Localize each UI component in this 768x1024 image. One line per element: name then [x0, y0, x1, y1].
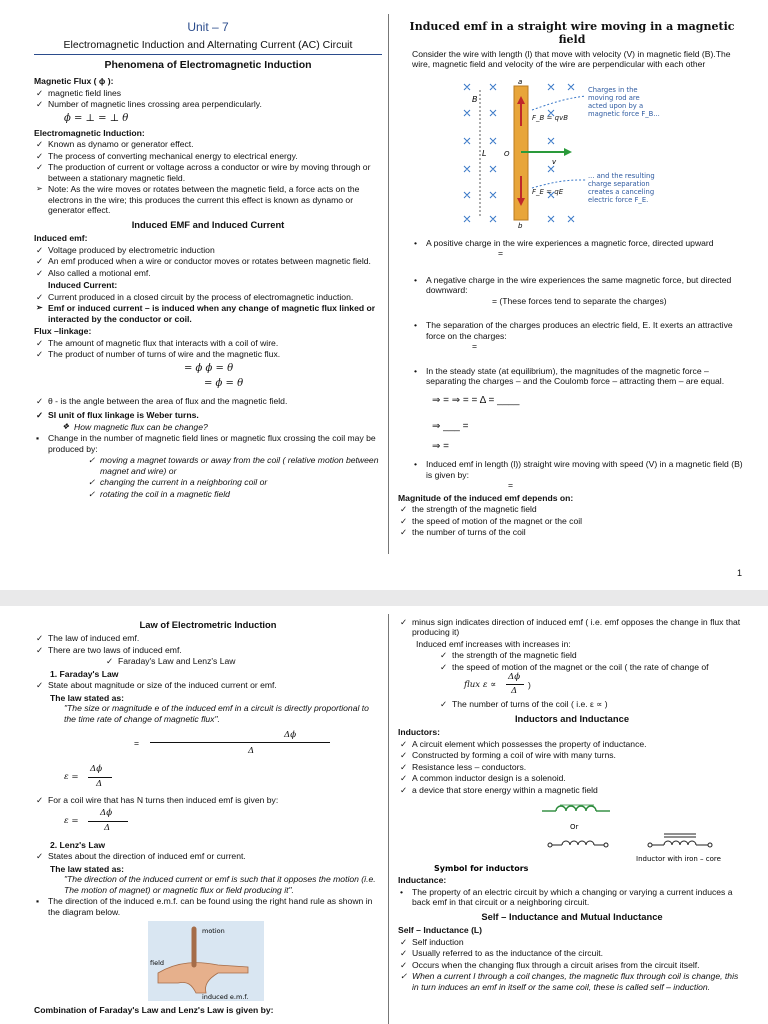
- list-item: ✓ Known as dynamo or generator effect.: [34, 139, 382, 149]
- epsilon-symbol: ε =: [64, 772, 79, 783]
- way-item: ✓ changing the current in a neighboring coil or: [86, 477, 382, 487]
- law-stated: The law stated as:: [50, 692, 125, 703]
- unit-title: Unit – 7: [187, 20, 229, 34]
- flux-proportion: flux ε ∝ Δϕ Δ ): [464, 672, 531, 697]
- length-label: L: [482, 148, 487, 158]
- column-divider: [388, 14, 389, 554]
- equation: =: [472, 341, 478, 352]
- motion-label: motion: [202, 927, 225, 936]
- right-hand-rule-image: [148, 921, 264, 1001]
- page-number: 1: [736, 568, 742, 578]
- law-title: Law of Electrometric Induction: [139, 619, 277, 630]
- field-label: field: [150, 959, 165, 968]
- equation-chain: ⇒ = ⇒ = = Δ = ____: [432, 394, 520, 406]
- how-change: ❖ How magnetic flux can be change?: [60, 422, 382, 432]
- list-item: ✓ Occurs when the changing flux through a circuit arises from the circuit itself.: [398, 960, 746, 970]
- list-item: ✓ Usually referred to as the inductance of the circuit.: [398, 948, 746, 958]
- flux-linkage-heading: Flux –linkage:: [34, 326, 92, 337]
- list-item: ✓ An emf produced when a wire or conductor moves or rotates between magnetic field.: [34, 256, 382, 266]
- list-item: ✓ the speed of motion of the magnet or the coil: [398, 516, 746, 526]
- list-item: ✓ Constructed by forming a coil of wire with many turns.: [398, 750, 746, 760]
- faraday-heading: 1. Faraday's Law: [50, 668, 119, 679]
- fraction-denominator: Δ: [96, 779, 103, 790]
- inductance-heading: Inductance:: [398, 875, 447, 886]
- list-item: ✓ Resistance less – conductors.: [398, 762, 746, 772]
- flux-prop-text: flux ε ∝: [464, 680, 497, 691]
- bullet-item: • The separation of the charges produces an electric field, E. It exerts an attractive force on the charges:: [412, 320, 746, 341]
- equation: ⇒ =: [432, 441, 449, 452]
- inductor-symbols: [398, 797, 738, 873]
- delta-symbol: Δ: [479, 394, 486, 406]
- list-item: ✓ There are two laws of induced emf.: [34, 645, 382, 655]
- or-label: Or: [570, 823, 579, 832]
- list-item: ✓ The law of induced emf.: [34, 633, 382, 643]
- emf-title: Induced EMF and Induced Current: [131, 218, 285, 230]
- change-item: ▪ Change in the number of magnetic field lines or magnetic flux crossing the coil may be produced by:: [34, 433, 382, 454]
- emf-or-current: ➢ Emf or induced current – is induced when any change of magnetic flux linked or interacted by the conductor or coil.: [34, 303, 382, 324]
- origin-label: O: [504, 149, 510, 158]
- inductors-heading: Inductors:: [398, 727, 441, 738]
- end-b-label: b: [518, 221, 523, 228]
- list-item: ✓ For a coil wire that has N turns then induced emf is given by:: [34, 795, 382, 805]
- flux-formula: ϕ = ⊥ = ⊥ θ: [64, 112, 129, 124]
- bullet-item: • Induced emf in length (l)) straight wire moving with speed (V) in a magnetic field (B) is given by:: [412, 459, 746, 480]
- list-item: • The property of an electric circuit by which a changing or varying a current induces a back emf in that circuit or a neighboring circuit.: [398, 887, 746, 908]
- symbol-caption: Symbol for inductors: [434, 864, 529, 874]
- list-item: ✓ A circuit element which possesses the property of inductance.: [398, 739, 746, 749]
- list-item: ✓ Also called a motional emf.: [34, 268, 382, 278]
- velocity-label: v: [552, 157, 557, 166]
- fe-label: F_E = qE: [532, 187, 564, 196]
- list-item: ✓ the number of turns of the coil: [398, 527, 746, 537]
- list-item: ✓ the strength of the magnetic field: [438, 650, 746, 660]
- fraction-numerator: Δϕ: [90, 764, 103, 775]
- charges-annotation: Charges in the moving rod are acted upon by a magnetic force F_B...: [588, 85, 660, 119]
- equation: = (These forces tend to separate the charges): [492, 295, 667, 306]
- page2-left-column: [34, 616, 382, 1016]
- epsilon-symbol: ε =: [64, 815, 79, 826]
- lenz-heading: 2. Lenz's Law: [50, 839, 106, 850]
- list-item: ✓ magnetic field lines: [34, 88, 382, 98]
- page-gap: [0, 590, 768, 606]
- induced-emf-heading: Induced emf:: [34, 233, 88, 244]
- list-item: ✓ the strength of the magnetic field: [398, 504, 746, 514]
- fb-label: F_B = qvB: [532, 113, 569, 122]
- increases-text: Induced emf increases with increases in:: [416, 638, 571, 649]
- list-item: ✓ When a current I through a coil changes, the magnetic flux through coil is change, this in turn induces an emf in itself or the same coil, these is called self – induction.: [398, 971, 746, 992]
- list-item: ✓ Self induction: [398, 937, 746, 947]
- fraction-numerator: Δϕ: [284, 730, 297, 741]
- list-item: ✓ The production of current or voltage across a conductor or wire by moving through or between a stationary magnetic field.: [34, 162, 382, 183]
- fraction-denominator: Δ: [104, 822, 111, 833]
- list-item: ✓ minus sign indicates direction of induced emf ( i.e. emf opposes the change in flux that producing it): [398, 617, 746, 638]
- note: ➢ Note: As the wire moves or rotates between the magnetic field, a force acts on the electrons in the wire; this produces the current this effect is known as dynamo or generator effect.: [34, 184, 382, 215]
- list-item: ✓ The product of number of turns of wire and the magnetic flux.: [34, 349, 382, 359]
- list-item: ✓ Faraday's Law and Lenz's Law: [104, 656, 382, 666]
- bullet-item: • In the steady state (at equilibrium), the magnitudes of the magnetic force – separating the charges – and the Coulomb force – attracting them – are equal.: [412, 366, 746, 387]
- fraction-denominator: Δ: [248, 746, 255, 757]
- induced-emf-label: induced e.m.f.: [202, 993, 249, 1002]
- field-label: B: [472, 94, 478, 104]
- induction-heading: Electromagnetic Induction:: [34, 127, 145, 138]
- way-item: ✓ rotating the coil in a magnetic field: [86, 489, 382, 499]
- intro-text: Consider the wire with length (l) that move with velocity (V) in magnetic field (B).The wire, magnetic field and velocity of the wire are perpendicular with each other: [412, 48, 731, 70]
- list-item: ✓ the speed of motion of the magnet or the coil ( the rate of change of: [438, 662, 746, 672]
- equation: ⇒ ___ =: [432, 420, 469, 432]
- lenz-quote: "The direction of the induced current or emf is such that it opposes the motion (i.e. The motion of magnet) or magnetic flux or field producing it".: [64, 874, 376, 895]
- bullet-item: • A negative charge in the wire experiences the same magnetic force, but directed downward:: [412, 275, 746, 296]
- emf-n-equation: [64, 808, 382, 838]
- flux-heading: Magnetic Flux ( ϕ ):: [34, 76, 114, 87]
- law-stated: The law stated as:: [50, 863, 125, 874]
- list-item: ✓ States about the direction of induced emf or current.: [34, 851, 382, 861]
- si-unit: ✓ SI unit of flux linkage is Weber turns.: [34, 410, 382, 420]
- way-item: ✓ moving a magnet towards or away from the coil ( relative motion between magnet and wire) or: [86, 455, 382, 476]
- equation: =: [498, 248, 504, 259]
- right-title: Induced emf in a straight wire moving in a magnetic field: [409, 20, 735, 47]
- faraday-equation: = Δϕ Δ: [134, 730, 382, 760]
- depends-heading: Magnitude of the induced emf depends on:: [398, 492, 574, 503]
- emf-equation: [64, 764, 382, 794]
- list-item: ✓ Current produced in a closed circuit by the process of electromagnetic induction.: [34, 292, 382, 302]
- list-item: ✓ a device that store energy within a magnetic field: [398, 785, 746, 795]
- page1-left-column: [34, 0, 382, 500]
- list-item: ✓ The number of turns of the coil ( i.e. ε ∝ ): [438, 699, 746, 709]
- list-item: ✓ The process of converting mechanical energy to electrical energy.: [34, 151, 382, 161]
- combination-text: Combination of Faraday's Law and Lenz's Law is given by:: [34, 1005, 274, 1016]
- list-item: ✓ State about magnitude or size of the induced current or emf.: [34, 680, 382, 690]
- page1-right-column: [398, 0, 746, 539]
- iron-core-caption: Inductor with iron – core: [636, 855, 721, 864]
- equation: ⇒ = ⇒ = =: [432, 394, 480, 406]
- unit-subtitle: Electromagnetic Induction and Alternating Current (AC) Circuit: [34, 39, 382, 56]
- linkage-formula-1: = ϕ ϕ = θ: [184, 362, 234, 374]
- induced-current-heading: Induced Current:: [48, 280, 118, 291]
- inductors-title: Inductors and Inductance: [514, 712, 630, 724]
- list-item: ✓ Number of magnetic lines crossing area perpendicularly.: [34, 99, 382, 109]
- list-item: ✓ A common inductor design is a solenoid.: [398, 773, 746, 783]
- column-divider: [388, 614, 389, 1024]
- page-2: [0, 606, 768, 1024]
- end-a-label: a: [518, 79, 523, 86]
- linkage-formula-2: = ϕ = θ: [204, 377, 244, 389]
- faraday-quote: "The size or magnitude e of the induced emf in a circuit is directly proportional to the time rate of change of magnetic flux".: [64, 703, 369, 724]
- moving-rod-diagram: [460, 80, 660, 228]
- page2-right-column: [398, 616, 746, 993]
- bullet-item: • A positive charge in the wire experiences a magnetic force, directed upward: [412, 238, 746, 248]
- list-item: ▪ The direction of the induced e.m.f. can be found using the right hand rule as shown in the diagram below.: [34, 896, 382, 917]
- list-item: ✓ θ - is the angle between the area of flux and the magnetic field.: [34, 396, 382, 406]
- list-item: ✓ The amount of magnetic flux that interacts with a coil of wire.: [34, 338, 382, 348]
- section-title: Phenomena of Electromagnetic Induction: [104, 59, 312, 72]
- self-heading: Self – Inductance (L): [398, 925, 483, 936]
- canceling-annotation: ... and the resulting charge separation creates a canceling electric force F_E.: [588, 171, 655, 205]
- fraction-numerator: Δϕ: [100, 807, 113, 818]
- equation: =: [508, 480, 514, 491]
- self-mutual-title: Self – Inductance and Mutual Inductance: [481, 910, 663, 922]
- list-item: ✓ Voltage produced by electrometric induction: [34, 245, 382, 255]
